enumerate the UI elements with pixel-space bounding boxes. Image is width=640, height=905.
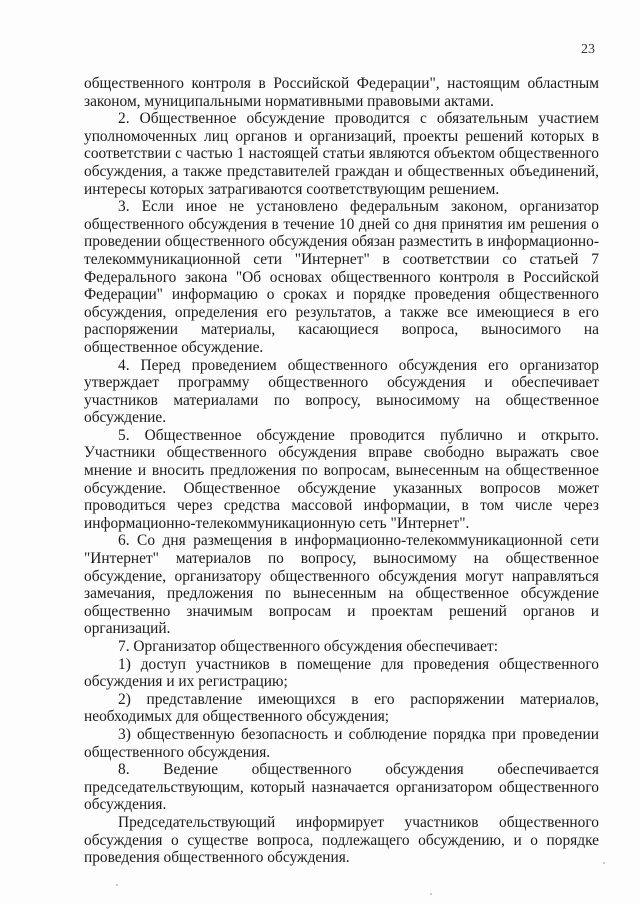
paragraph-5: 5. Общественное обсуждение проводится публично и открыто. Участники общественного обсуждения вправе свободно выражать свое мнение и вносить предложения по вопросам, вынесенным на общественное обсуждение. Общественное обсуждение указанных вопросов может проводиться через средства массовой информации, в том числе через информационно-телекоммуникационную сеть "Интернет". (84, 426, 599, 532)
scan-speck (603, 862, 605, 864)
paragraph-8: 8. Ведение общественного обсуждения обеспечивается председательствующим, который назначается организатором общественного обсуждения. (84, 761, 599, 814)
paragraph-chairman: Председательствующий информирует участников общественного обсуждения о существе вопроса, подлежащего обсуждению, и о порядке проведения общественного обсуждения. (84, 813, 599, 867)
list-item-7-2: 2) представление имеющихся в его распоряжении материалов, необходимых для общественного обсуждения; (84, 690, 599, 726)
paragraph-3: 3. Если иное не установлено федеральным законом, организатор общественного обсуждения в течение 10 дней со дня принятия им решения о проведении общественного обсуждения обязан разместить в информационно-телекоммуникационной сети "Интернет" в соответствии со статьей 7 Федерального закона "Об основах общественного контроля в Российской Федерации" информацию о сроках и порядке проведения общественного обсуждения, определения его результатов, а также все имеющиеся в его распоряжении материалы, касающиеся вопроса, выносимого на общественное обсуждение. (84, 198, 599, 356)
list-item-7-1: 1) доступ участников в помещение для проведения общественного обсуждения и их регистрацию; (84, 655, 599, 691)
page-number: 23 (581, 42, 595, 57)
paragraph-7: 7. Организатор общественного обсуждения обеспечивает: (118, 638, 498, 655)
paragraph-2: 2. Общественное обсуждение проводится с обязательным участием уполномоченных лиц органов и организаций, проекты решений которых в соответствии с частью 1 настоящей статьи являются объектом общественного обсуждения, а также представителей граждан и общественных объединений, интересы которых затрагиваются соответствующим решением. (84, 110, 599, 198)
paragraph-6: 6. Со дня размещения в информационно-телекоммуникационной сети "Интернет" материалов по вопросу, выносимому на общественное обсуждение, организатору общественного обсуждения могут направляться замечания, предложения по вынесенным на общественное обсуждение общественно значимым вопросам и проектам решений органов и организаций. (84, 532, 599, 638)
paragraph-4: 4. Перед проведением общественного обсуждения его организатор утверждает программу общественного обсуждения и обеспечивает участников материалами по вопросу, выносимому на общественное обсуждение. (84, 356, 599, 427)
document-body (84, 75, 599, 867)
scan-speck (430, 893, 432, 895)
list-item-7-3: 3) общественную безопасность и соблюдение порядка при проведении общественного обсуждения. (84, 725, 599, 761)
scan-speck (116, 884, 118, 886)
paragraph-continuation: общественного контроля в Российской Федерации", настоящим областным законом, муниципальными нормативными правовыми актами. (84, 75, 599, 110)
